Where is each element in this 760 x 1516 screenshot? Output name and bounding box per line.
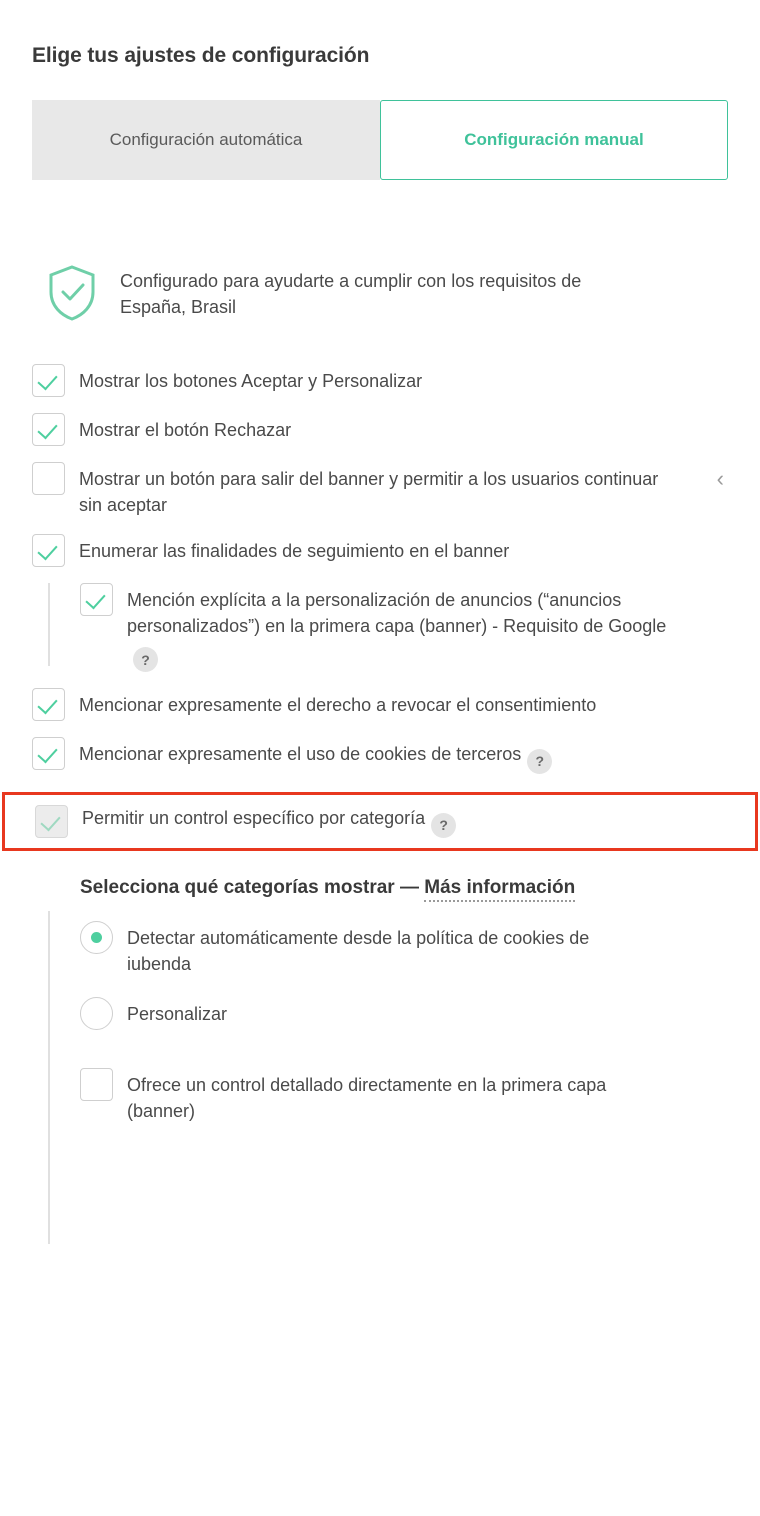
help-icon[interactable]: ? (133, 647, 158, 672)
page-title: Elige tus ajustes de configuración (32, 44, 370, 67)
categories-radio-list (32, 921, 728, 1124)
compliance-notice-text: Configurado para ayudarte a cumplir con los requisitos de España, Brasil (120, 271, 582, 318)
checkbox-show-reject[interactable] (32, 413, 65, 446)
option-label: Mostrar el botón Rechazar (79, 420, 292, 441)
compliance-notice (32, 262, 728, 320)
tab-automatic-config[interactable]: Configuración automática (32, 100, 380, 180)
checkbox-granular-control-first-layer[interactable] (80, 1068, 113, 1101)
help-icon[interactable]: ? (431, 813, 456, 838)
categories-subsection-title-text: Selecciona qué categorías mostrar — (80, 876, 419, 898)
checkbox-show-exit-button[interactable] (32, 462, 65, 495)
option-label: Mostrar los botones Aceptar y Personalizar (79, 371, 423, 392)
option-label: Ofrece un control detallado directamente en la primera capa (banner) (127, 1075, 607, 1122)
tab-manual-config[interactable]: Configuración manual (380, 100, 728, 180)
checkbox-show-accept-customize[interactable] (32, 364, 65, 397)
shield-check-icon (46, 264, 98, 322)
option-label (82, 805, 456, 838)
option-label: Enumerar las finalidades de seguimiento en el banner (79, 541, 510, 562)
categories-subsection-title (32, 877, 728, 899)
option-show-accept-customize[interactable] (32, 364, 728, 397)
checkbox-mention-revoke-consent[interactable] (32, 688, 65, 721)
spacer (80, 1050, 728, 1068)
settings-panel (0, 44, 760, 1124)
collapse-chevron-icon[interactable]: ‹ (716, 466, 724, 492)
radio-auto-detect[interactable] (80, 921, 113, 954)
checkbox-list-purposes[interactable] (32, 534, 65, 567)
categories-subsection (32, 877, 728, 1124)
option-mention-third-party-cookies[interactable] (32, 737, 728, 774)
help-icon[interactable]: ? (527, 749, 552, 774)
option-explicit-ad-personalization[interactable] (80, 583, 728, 672)
option-list-purposes[interactable] (32, 534, 728, 567)
option-show-exit-button[interactable] (32, 462, 728, 518)
radio-customize[interactable] (80, 997, 113, 1030)
option-show-reject[interactable] (32, 413, 728, 446)
option-label (127, 583, 687, 672)
options-list (32, 364, 728, 774)
option-granular-control-first-layer[interactable] (80, 1068, 728, 1124)
option-label: Mencionar expresamente el derecho a revocar el consentimiento (79, 695, 597, 716)
checkbox-mention-third-party-cookies[interactable] (32, 737, 65, 770)
checkbox-explicit-ad-personalization[interactable] (80, 583, 113, 616)
option-label (79, 737, 552, 774)
nested-options-group (32, 583, 728, 672)
radio-option-customize[interactable] (80, 997, 728, 1030)
option-label-text: Mención explícita a la personalización de anuncios (“anuncios personalizados”) en la primera capa (banner) - Requisito de Google (127, 590, 667, 637)
more-info-link[interactable]: Más información (424, 877, 575, 902)
option-mention-revoke-consent[interactable] (32, 688, 728, 721)
checkbox-per-category-control[interactable] (35, 805, 68, 838)
option-label: Mostrar un botón para salir del banner y permitir a los usuarios continuar sin aceptar (79, 469, 659, 516)
radio-option-label: Personalizar (127, 1004, 228, 1025)
radio-option-auto-detect[interactable] (80, 921, 728, 977)
option-per-category-control-highlighted[interactable] (2, 792, 758, 851)
option-label-text: Mencionar expresamente el uso de cookies de terceros (79, 744, 522, 765)
config-mode-tabs (32, 100, 728, 180)
radio-option-label: Detectar automáticamente desde la política de cookies de iubenda (127, 927, 590, 974)
option-label-text: Permitir un control específico por categoría (82, 808, 426, 829)
